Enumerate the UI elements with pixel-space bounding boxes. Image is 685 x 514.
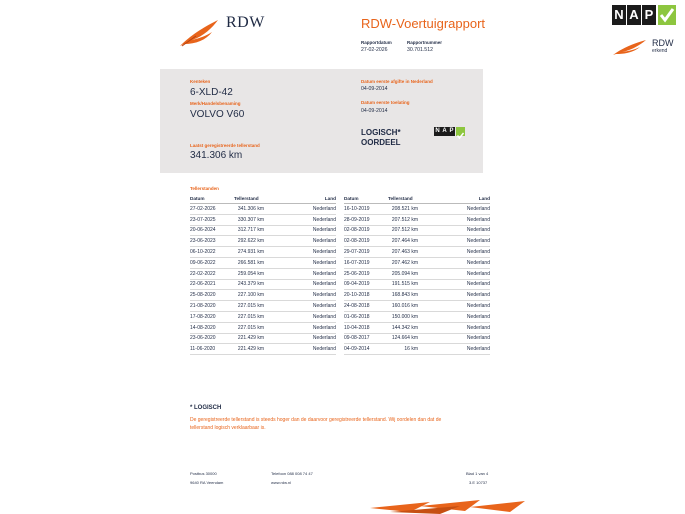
mini-nap-letter-a: A [442,128,447,134]
nap-letter-n: N [612,5,626,25]
reading-country: Nederland [264,311,336,322]
reading-date: 09-06-2022 [190,257,234,268]
reading-country: Nederland [418,344,490,355]
table-row [344,301,490,312]
decorative-stripes [370,498,530,514]
reading-odometer: 207.464 km [388,236,418,247]
reading-date: 02-08-2019 [344,236,388,247]
reading-date: 09-04-2019 [344,279,388,290]
first-admission-value: 04-09-2014 [361,108,388,114]
reading-odometer: 227.100 km [234,290,264,301]
reading-country: Nederland [418,257,490,268]
verdict-line1: LOGISCH* [361,128,401,137]
reading-odometer: 221.429 km [234,344,264,355]
make-label: Merk/Handelsbenaming [190,101,241,106]
readings-table-left [190,194,336,355]
reading-date: 17-08-2020 [190,311,234,322]
verdict [361,128,401,148]
note-title: * LOGISCH [190,405,222,411]
rdw-erkend-logo [612,38,682,58]
reading-odometer: 144.342 km [388,322,418,333]
reading-odometer: 259.054 km [234,268,264,279]
reading-date: 20-10-2018 [344,290,388,301]
reading-country: Nederland [264,236,336,247]
nap-letter-a: A [627,5,641,25]
reading-country: Nederland [418,301,490,312]
note-text [190,416,490,432]
reading-date: 02-08-2019 [344,225,388,236]
col-country-header: Land [264,194,336,204]
reading-odometer: 160.016 km [388,301,418,312]
rdw-erkend-brand: RDW [652,38,674,48]
reading-date: 16-10-2019 [344,204,388,215]
reading-date: 22-06-2021 [190,279,234,290]
reading-date: 22-02-2022 [190,268,234,279]
reading-country: Nederland [418,204,490,215]
table-row [190,344,336,355]
table-row [190,214,336,225]
reading-country: Nederland [264,322,336,333]
reading-country: Nederland [264,333,336,344]
readings-header-row [344,194,490,204]
reading-odometer: 208.521 km [388,204,418,215]
table-row [344,214,490,225]
nap-letter-p: P [642,5,656,25]
reading-country: Nederland [264,204,336,215]
reading-date: 21-08-2020 [190,301,234,312]
reading-country: Nederland [264,225,336,236]
reading-date: 09-08-2017 [344,333,388,344]
reading-odometer: 330.307 km [234,214,264,225]
reading-country: Nederland [264,247,336,258]
reading-odometer: 266.581 km [234,257,264,268]
readings-header-row [190,194,336,204]
odometer-value: 341.306 km [190,150,243,161]
reading-odometer: 221.429 km [234,333,264,344]
footer-page: Blad 1 van 4 [466,471,489,476]
table-row [344,236,490,247]
table-row [344,247,490,258]
footer-city: 9640 RA Veendam [190,480,224,485]
reading-date: 01-06-2018 [344,311,388,322]
col-date-header: Datum [344,194,388,204]
reading-odometer: 168.843 km [388,290,418,301]
reading-odometer: 191.515 km [388,279,418,290]
reading-date: 16-07-2019 [344,257,388,268]
table-row [190,225,336,236]
mini-nap-letter-p: P [449,128,454,134]
reading-odometer: 207.512 km [388,225,418,236]
reading-country: Nederland [264,290,336,301]
reading-date: 06-10-2022 [190,247,234,258]
table-row [344,322,490,333]
report-title: RDW-Voertuigrapport [361,16,486,31]
odometer-label: Laatst geregistreerde tellerstand [190,143,260,148]
report-number: 30.701.512 [407,47,433,53]
readings-title: Tellerstanden [190,186,219,191]
table-row [190,257,336,268]
reading-odometer: 124.664 km [388,333,418,344]
reading-odometer: 227.015 km [234,322,264,333]
reading-date: 28-09-2019 [344,214,388,225]
table-row [344,268,490,279]
reading-date: 04-09-2014 [344,344,388,355]
table-row [190,290,336,301]
mini-nap-letter-n: N [435,128,440,134]
reading-country: Nederland [418,268,490,279]
readings-body-left [190,204,336,355]
rdw-erkend-word: erkend [652,48,668,54]
first-issue-nl-label: Datum eerste afgifte in Nederland [361,79,433,84]
table-row [190,247,336,258]
plate-label: Kenteken [190,79,211,84]
col-odometer-header: Tellerstand [234,194,264,204]
table-row [190,279,336,290]
reading-country: Nederland [418,225,490,236]
footer-postbus: Postbus 30000 [190,471,217,476]
table-row [344,225,490,236]
reading-date: 10-04-2018 [344,322,388,333]
reading-date: 20-06-2024 [190,225,234,236]
table-row [190,268,336,279]
reading-odometer: 274.931 km [234,247,264,258]
reading-odometer: 207.463 km [388,247,418,258]
note-text-line1: De geregistreerde tellerstand is steeds hoger dan de daarvoor geregistreerde tellerstand. Wij oordelen dan dat de [190,417,442,423]
reading-odometer: 207.462 km [388,257,418,268]
reading-country: Nederland [418,279,490,290]
reading-odometer: 16 km [388,344,418,355]
table-row [190,204,336,215]
table-row [190,322,336,333]
reading-country: Nederland [418,311,490,322]
table-row [190,333,336,344]
col-country-header: Land [418,194,490,204]
reading-odometer: 243.379 km [234,279,264,290]
first-admission-label: Datum eerste toelating [361,100,410,105]
nap-logo [612,5,676,27]
rdw-erkend-feather-icon [612,38,648,56]
table-row [190,236,336,247]
reading-date: 25-06-2019 [344,268,388,279]
reading-date: 25-08-2020 [190,290,234,301]
table-row [190,301,336,312]
reading-date: 29-07-2019 [344,247,388,258]
reading-odometer: 312.717 km [234,225,264,236]
mini-nap-check-icon [456,127,465,136]
reading-country: Nederland [418,214,490,225]
note-text-line2: tellerstand logisch verklaarbaar is. [190,425,266,431]
reading-country: Nederland [418,247,490,258]
plate-value: 6-XLD-42 [190,87,233,98]
reading-date: 24-08-2018 [344,301,388,312]
report-date-label: Rapportdatum [361,40,392,45]
reading-country: Nederland [418,322,490,333]
reading-odometer: 227.015 km [234,311,264,322]
rdw-feather-icon [178,16,222,48]
reading-country: Nederland [264,268,336,279]
rdw-wordmark: RDW [226,14,265,31]
verdict-line2: OORDEEL [361,138,401,147]
reading-country: Nederland [418,236,490,247]
reading-odometer: 205.094 km [388,268,418,279]
footer-code: 3.E 10737 [469,480,488,485]
table-row [344,311,490,322]
reading-odometer: 292.622 km [234,236,264,247]
table-row [344,257,490,268]
mini-nap-logo [434,127,466,137]
rdw-logo [178,12,278,48]
reading-country: Nederland [264,279,336,290]
reading-date: 23-07-2025 [190,214,234,225]
reading-date: 23-06-2020 [190,333,234,344]
reading-country: Nederland [418,290,490,301]
report-number-label: Rapportnummer [407,40,443,45]
footer-phone: Telefoon 088 008 74 47 [271,471,313,476]
table-row [344,344,490,355]
readings-body-right [344,204,490,355]
reading-country: Nederland [264,214,336,225]
table-row [190,311,336,322]
reading-country: Nederland [264,301,336,312]
reading-country: Nederland [418,333,490,344]
table-row [344,333,490,344]
report-date: 27-02-2026 [361,47,388,53]
reading-country: Nederland [264,344,336,355]
reading-date: 27-02-2026 [190,204,234,215]
first-issue-nl-value: 04-09-2014 [361,86,388,92]
col-odometer-header: Tellerstand [388,194,418,204]
table-row [344,290,490,301]
nap-check-icon [658,5,676,25]
table-row [344,279,490,290]
col-date-header: Datum [190,194,234,204]
table-row [344,204,490,215]
reading-date: 23-06-2023 [190,236,234,247]
reading-date: 11-06-2020 [190,344,234,355]
reading-odometer: 150.000 km [388,311,418,322]
reading-date: 14-08-2020 [190,322,234,333]
readings-table-right [344,194,490,355]
reading-odometer: 341.306 km [234,204,264,215]
make-value: VOLVO V60 [190,109,245,120]
footer-web: www.rdw.nl [271,480,292,485]
reading-odometer: 207.512 km [388,214,418,225]
reading-country: Nederland [264,257,336,268]
reading-odometer: 227.015 km [234,301,264,312]
